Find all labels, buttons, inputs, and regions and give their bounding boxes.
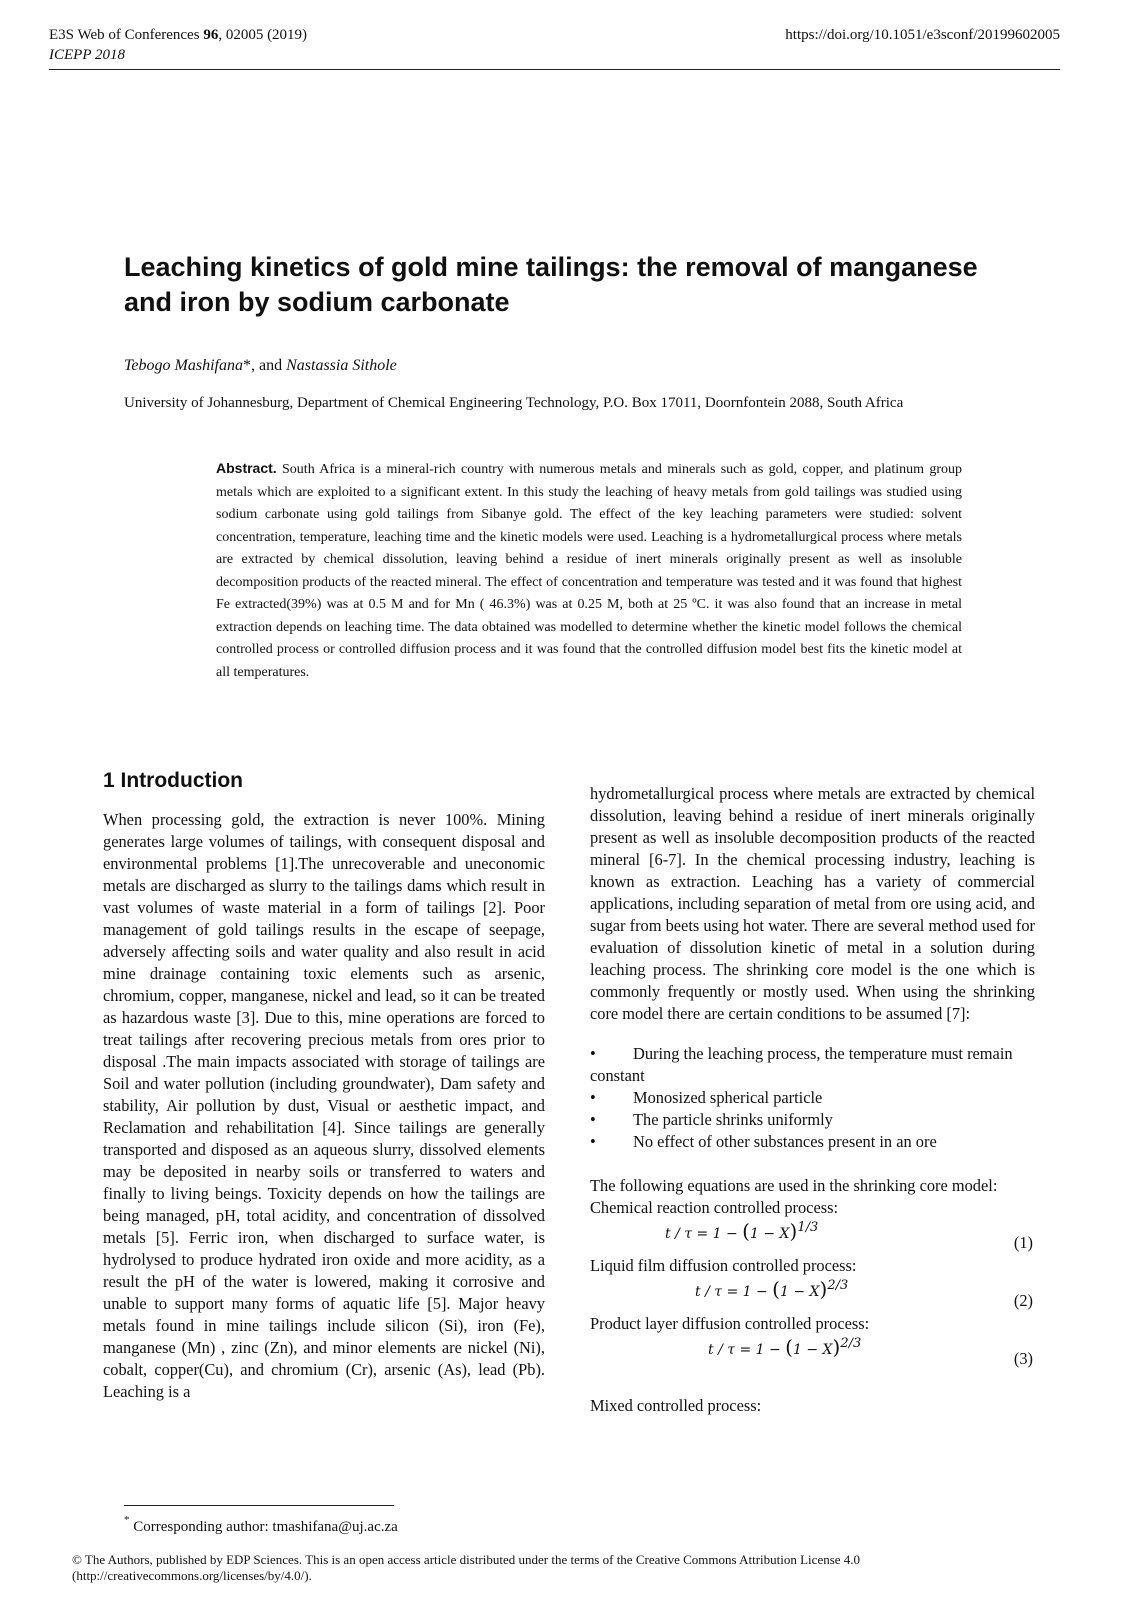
footnote-text: Corresponding author: tmashifana@uj.ac.za [133, 1519, 398, 1535]
paper-title: Leaching kinetics of gold mine tailings: the removal of manganese and iron by sodium carbonate [124, 252, 978, 317]
footnote [124, 1510, 398, 1537]
header-divider [49, 69, 1060, 70]
abstract [216, 457, 962, 684]
doi-link[interactable]: https://doi.org/10.1051/e3sconf/20199602005 [785, 27, 1060, 43]
journal-volume: 96 [203, 27, 219, 43]
list-item: • The particle shrinks uniformly [590, 1109, 1035, 1131]
abstract-text: South Africa is a mineral-rich country with numerous metals and minerals such as gold, copper, and platinum group metals which are exploited to a significant extent. In this study the leaching of heavy metals from gold tailings was studied using sodium carbonate using gold tailings from Sibanye gold. The effect of the key leaching parameters were studied: solvent concentration, temperature, leaching time and the kinetic models were used. Leaching is a hydrometallurgical process where metals are extracted by chemical dissolution, leaving behind a residue of inert minerals originally present as well as insoluble decomposition products of the reacted mineral. The effect of concentration and temperature was tested and it was found that highest Fe extracted(39%) was at 0.5 M and for Mn ( 46.3%) was at 0.25 M, both at 25 ºC. it was also found that an increase in metal extraction depends on leaching time. The data obtained was modelled to determine whether the kinetic model follows the chemical controlled process or controlled diffusion process and it was found that the controlled diffusion model best fits the kinetic model at all temperatures. [216, 462, 963, 680]
body-paragraph: Mixed controlled process: [590, 1396, 762, 1415]
equation-number: (2) [1013, 1291, 1033, 1310]
abstract-label: Abstract. [216, 460, 277, 476]
equation-label: Product layer diffusion controlled process: [590, 1314, 870, 1333]
list-item: • During the leaching process, the temperature must remain constant [590, 1044, 1013, 1085]
body-paragraph: hydrometallurgical process where metals are extracted by chemical dissolution, leaving behind a residue of inert minerals originally present as well as insoluble decomposition products of the reacted mineral [6-7]. In the chemical processing industry, leaching is known as extraction. Leaching has a variety of commercial applications, including separation of metal from ore using acid, and sugar from beets using hot water. There are several method used for evaluation of dissolution kinetic of metal in a solution during leaching process. The shrinking core model is the one which is commonly frequently or mostly used. When using the shrinking core model there are certain conditions to be assumed [7]: [590, 784, 1035, 1023]
assumption-list [590, 1043, 1035, 1153]
list-item: • No effect of other substances present in an ore [590, 1131, 1035, 1153]
bullet-glyph: • [590, 1044, 596, 1063]
equation-number: (3) [1013, 1349, 1033, 1368]
equation-number: (1) [1013, 1233, 1033, 1252]
author-name: Nastassia Sithole [286, 357, 397, 374]
body-paragraph: When processing gold, the extraction is never 100%. Mining generates large volumes of tailings, with consequent disposal and environmental problems [1].The unrecoverable and uneconomic metals are discharged as slurry to the tailings dams which result in vast volumes of waste material in a form of tailings [2]. Poor management of gold tailings results in the escape of seepage, adversely affecting soils and water quality and also result in acid mine drainage containing toxic elements such as arsenic, chromium, copper, manganese, nickel and lead, so it can be treated as hazardous waste [3]. Due to this, mine operations are forced to treat tailings after recovering precious metals from ores prior to disposal .The main impacts associated with storage of tailings are Soil and water pollution (including groundwater), Dam safety and stability, Air pollution by dust, Visual or aesthetic impact, and Reclamation and rehabilitation [4]. Since tailings are generally transported and disposed as an aqueous slurry, dissolved elements may be deposited in nearby soils or transferred to waters and finally to living beings. Toxicity depends on how the tailings are being managed, pH, total acidity, and concentration of dissolved metals [5]. Ferric iron, when discharged to surface water, is hydrolysed to produce hydrated iron oxide and more acidity, as a result the pH of the water is lowered, making it corrosive and unable to support many forms of aquatic life [5]. Major heavy metals found in mine tailings include silicon (Si), iron (Fe), manganese (Mn) , zinc (Zn), and minor elements are nickel (Ni), cobalt, copper(Cu), and chromium (Cr), arsenic (As), lead (Pb). Leaching is a [103, 810, 545, 1401]
equation: t / τ = 1 − (1 − X)2/3 [708, 1335, 862, 1359]
author-name: Tebogo Mashifana [124, 357, 243, 374]
equation: t / τ = 1 − (1 − X)1/3 [665, 1219, 819, 1243]
equation: t / τ = 1 − (1 − X)2/3 [695, 1277, 849, 1301]
running-header [49, 25, 307, 65]
journal-name: E3S Web of Conferences [49, 27, 200, 43]
left-column [103, 768, 545, 1403]
footnote-divider [124, 1505, 394, 1506]
author-list [124, 355, 397, 377]
equation-label: Chemical reaction controlled process: [590, 1198, 839, 1217]
equation-row [590, 1219, 1035, 1255]
equation-label: Liquid film diffusion controlled process: [590, 1256, 857, 1275]
license-notice: © The Authors, published by EDP Sciences. This is an open access article distributed under the terms of the Creative Commons Attribution License 4.0 (http://creativecommons.org/licenses/by/4.0/). [72, 1552, 861, 1583]
body-paragraph: The following equations are used in the shrinking core model: [590, 1176, 998, 1195]
right-column [590, 783, 1035, 1417]
journal-line [49, 25, 307, 45]
author-separator: *, and [242, 357, 287, 374]
footnote-marker: * [124, 1514, 130, 1526]
equation-row [590, 1277, 1035, 1313]
section-heading: 1 Introduction [103, 769, 243, 792]
conference-name: ICEPP 2018 [49, 47, 125, 63]
affiliation: University of Johannesburg, Department of Chemical Engineering Technology, P.O. Box 17011, Doornfontein 2088, South Africa [124, 395, 904, 411]
equation-row [590, 1335, 1035, 1371]
article-info: , 02005 (2019) [218, 27, 308, 43]
list-item: • Monosized spherical particle [590, 1087, 1035, 1109]
